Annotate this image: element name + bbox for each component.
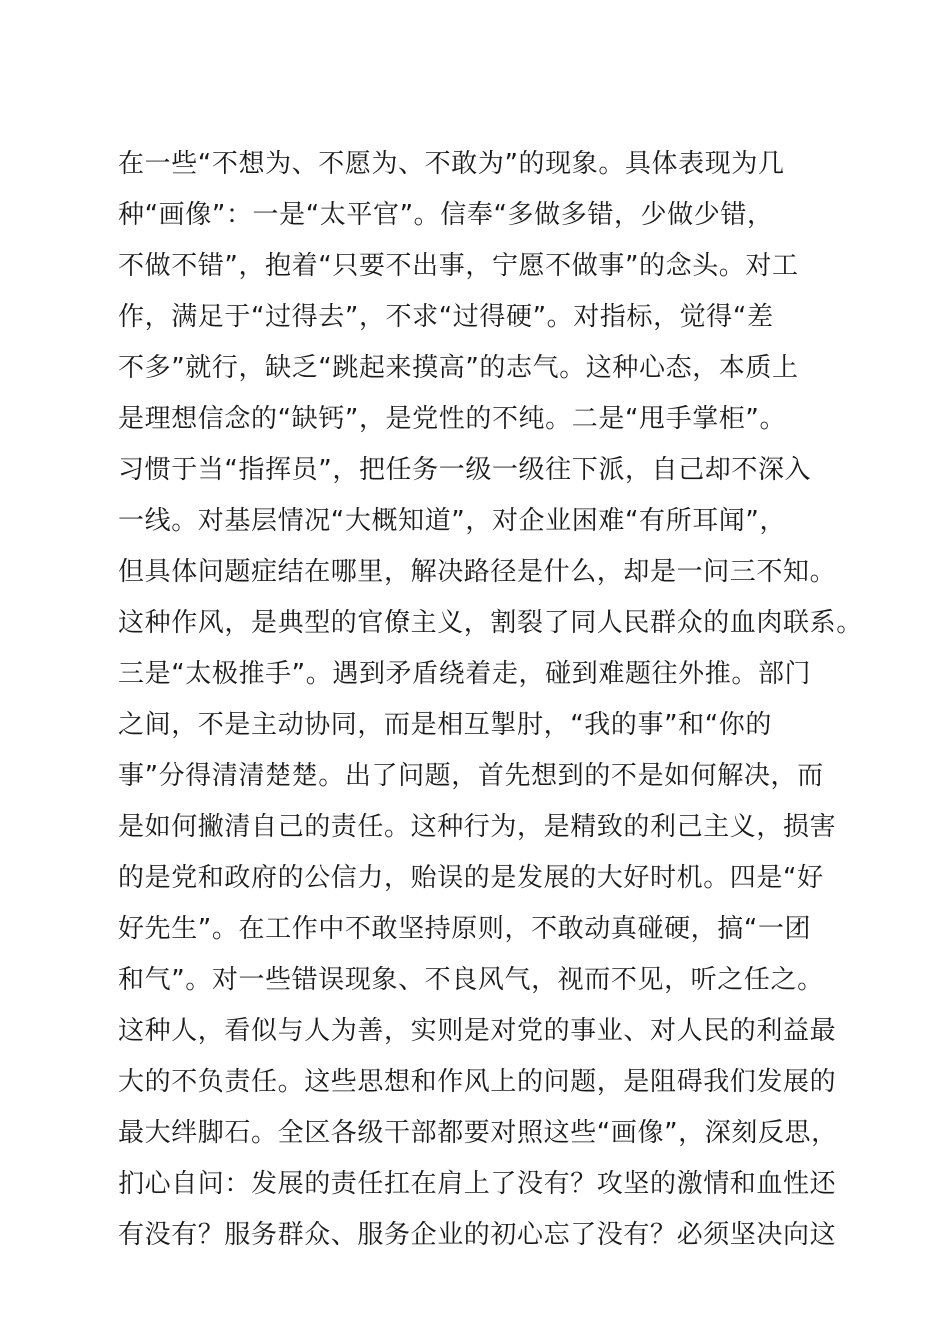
text-line-18: 这种人，看似与人为善，实则是对党的事业、对人民的利益最 [118,1016,837,1046]
text-line-3: 不做不错”，抱着“只要不出事，宁愿不做事”的念头。对工 [118,251,799,281]
text-line-16: 好先生”。在工作中不敢坚持原则，不敢动真碰硬，搞“一团 [118,914,812,944]
text-line-17: 和气”。对一些错误现象、不良风气，视而不见，听之任之。 [118,965,824,995]
text-line-8: 一线。对基层情况“大概知道”，对企业困难“有所耳闻”， [118,506,787,536]
text-line-22: 有没有？服务群众、服务企业的初心忘了没有？必须坚决向这 [118,1220,837,1250]
text-line-9: 但具体问题症结在哪里，解决路径是什么，却是一问三不知。 [118,557,837,587]
text-line-11: 三是“太极推手”。遇到矛盾绕着走，碰到难题往外推。部门 [118,659,812,689]
text-line-5: 不多”就行，缺乏“跳起来摸高”的志气。这种心态，本质上 [118,353,799,383]
text-line-13: 事”分得清清楚楚。出了问题，首先想到的不是如何解决，而 [118,761,824,791]
text-line-2: 种“画像”：一是“太平官”。信奉“多做多错，少做少错， [118,200,774,230]
text-line-1: 在一些“不想为、不愿为、不敢为”的现象。具体表现为几 [118,149,785,179]
text-line-7: 习惯于当“指挥员”，把任务一级一级往下派，自己却不深入 [118,455,812,485]
text-line-21: 扪心自问：发展的责任扛在肩上了没有？攻坚的激情和血性还 [118,1169,837,1199]
text-line-19: 大的不负责任。这些思想和作风上的问题，是阻碍我们发展的 [118,1067,837,1097]
text-line-12: 之间，不是主动协同，而是相互掣肘，“我的事”和“你的 [118,710,773,740]
body-paragraph [118,141,863,1263]
text-line-20: 最大绊脚石。全区各级干部都要对照这些“画像”，深刻反思， [118,1118,838,1148]
text-line-6: 是理想信念的“缺钙”，是党性的不纯。二是“甩手掌柜”。 [118,404,787,434]
text-line-14: 是如何撇清自己的责任。这种行为，是精致的利己主义，损害 [118,812,837,842]
text-line-10: 这种作风，是典型的官僚主义，割裂了同人民群众的血肉联系。 [118,608,863,638]
text-line-4: 作，满足于“过得去”，不求“过得硬”。对指标，觉得“差 [118,302,774,332]
text-line-15: 的是党和政府的公信力，贻误的是发展的大好时机。四是“好 [118,863,824,893]
